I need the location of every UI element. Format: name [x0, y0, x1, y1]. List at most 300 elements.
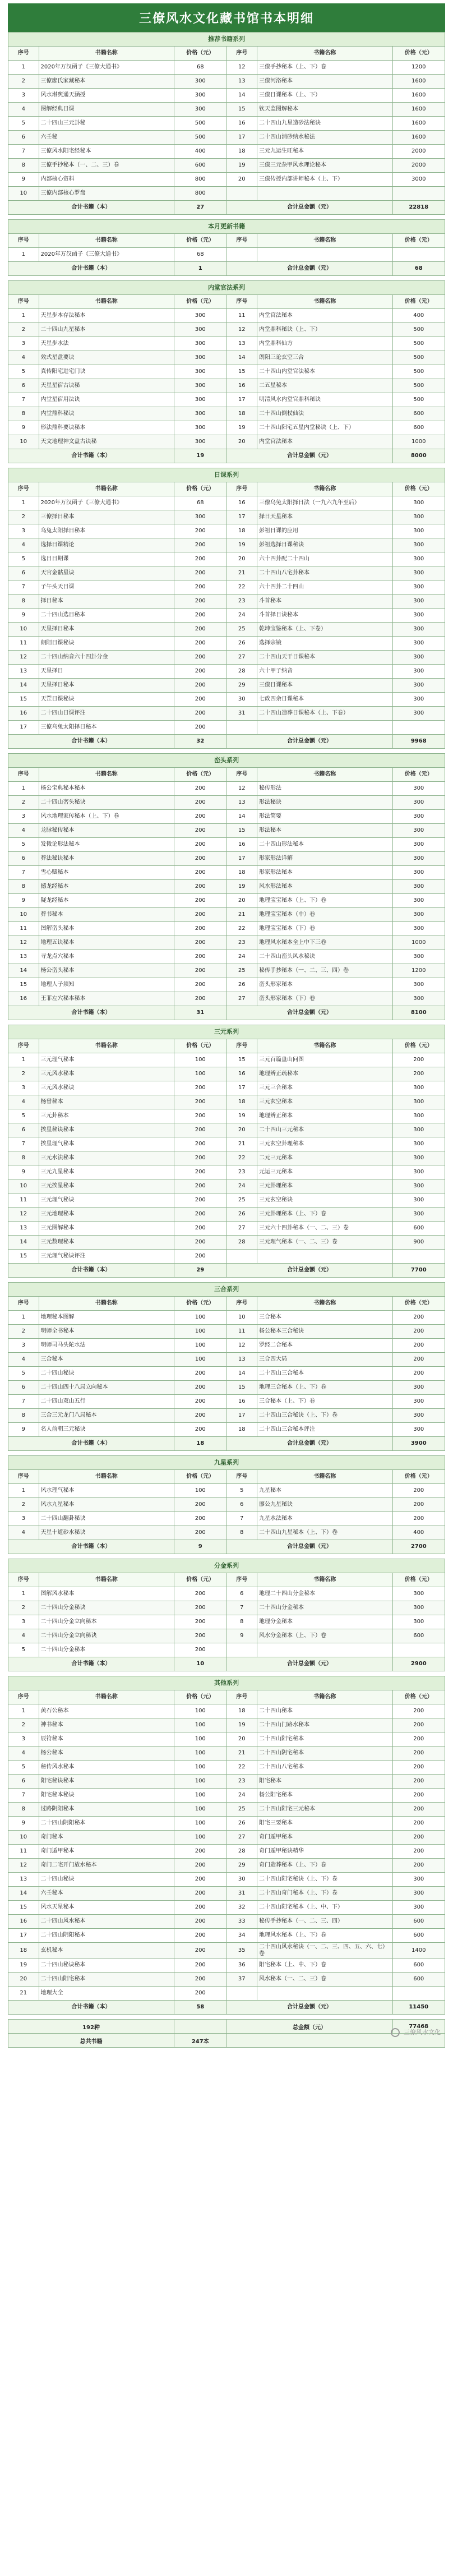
book-price: 200	[174, 1250, 227, 1264]
row-number: 15	[227, 1381, 257, 1395]
price-header: 价格（元）	[392, 1690, 445, 1704]
table-row	[8, 496, 445, 510]
row-number: 19	[227, 1109, 257, 1123]
book-price	[392, 187, 445, 201]
book-price: 300	[392, 922, 445, 936]
row-number: 12	[8, 936, 39, 950]
book-price: 200	[174, 1643, 227, 1657]
book-name: 三僚三元杂甲风水理论秘本	[257, 159, 393, 173]
table-row	[8, 309, 445, 323]
table-row	[8, 1873, 445, 1887]
row-number: 2	[8, 1067, 39, 1081]
book-name: 三元理气秘诀评注	[39, 1250, 174, 1264]
section-title: 三元系列	[8, 1025, 445, 1039]
book-price: 500	[392, 351, 445, 365]
book-price: 300	[392, 510, 445, 524]
row-number: 15	[8, 693, 39, 707]
book-price: 300	[174, 365, 227, 379]
name-header: 书籍名称	[257, 234, 393, 248]
table-row	[8, 609, 445, 623]
book-price: 100	[174, 1325, 227, 1339]
book-price: 200	[174, 1901, 227, 1915]
book-name: 二十四山秘诀	[39, 1367, 174, 1381]
table-row	[8, 1831, 445, 1845]
row-number: 7	[8, 1395, 39, 1409]
table-row	[8, 1901, 445, 1915]
column-header-row	[8, 1690, 445, 1704]
table-row	[8, 435, 445, 449]
sum-label: 合计书籍（本）	[8, 1540, 174, 1554]
table-row	[8, 1887, 445, 1901]
column-header-row	[8, 295, 445, 309]
sum-label: 合计书籍（本）	[8, 1437, 174, 1451]
book-price: 200	[174, 1887, 227, 1901]
book-price: 300	[392, 1165, 445, 1179]
book-name: 三元玄空卦理秘本	[257, 1137, 393, 1151]
book-price: 200	[174, 1959, 227, 1973]
book-name: 图解风水秘本	[39, 1587, 174, 1601]
row-number: 27	[227, 992, 257, 1006]
book-name: 六十四卦配二十四山	[257, 552, 393, 566]
book-name: 风水形法秘本	[257, 880, 393, 894]
book-name: 三元卦理秘本（上、下）卷	[257, 1208, 393, 1222]
book-name: 二十四山分金秘本	[257, 1601, 393, 1615]
sections-container	[8, 32, 445, 2019]
row-number: 30	[227, 693, 257, 707]
sum-label: 合计书籍（本）	[8, 1006, 174, 1020]
table-row	[8, 838, 445, 852]
book-price: 200	[174, 978, 227, 992]
row-number: 22	[227, 1761, 257, 1775]
row-number: 3	[8, 1732, 39, 1746]
table-row	[8, 782, 445, 796]
book-price: 300	[392, 1587, 445, 1601]
row-number: 11	[227, 309, 257, 323]
book-name: 三元玄空秘诀	[257, 1193, 393, 1208]
row-number: 23	[227, 1165, 257, 1179]
book-price: 200	[174, 693, 227, 707]
book-name: 风水理气秘本	[39, 1484, 174, 1498]
book-price: 200	[392, 1803, 445, 1817]
book-price: 2000	[392, 145, 445, 159]
row-number: 9	[8, 894, 39, 908]
book-name: 二十四山阴宅秘本	[257, 1746, 393, 1761]
price-header: 价格（元）	[174, 234, 227, 248]
row-number: 26	[227, 1817, 257, 1831]
book-name: 三合秘本	[39, 1353, 174, 1367]
row-number: 7	[8, 145, 39, 159]
book-price: 300	[392, 538, 445, 552]
row-number: 10	[227, 1311, 257, 1325]
book-price: 200	[392, 1732, 445, 1746]
row-number: 8	[8, 1803, 39, 1817]
row-number: 1	[8, 248, 39, 262]
book-name: 地理宝宝秘本（上、下）卷	[257, 894, 393, 908]
book-price: 200	[174, 1498, 227, 1512]
no-header: 序号	[227, 768, 257, 782]
book-name: 地理分金秘本	[257, 1615, 393, 1629]
total-value: 22818	[392, 201, 445, 215]
book-name: 二十四山三元秘本	[257, 1123, 393, 1137]
row-number: 2	[8, 75, 39, 89]
book-price	[392, 248, 445, 262]
row-number: 3	[8, 1512, 39, 1526]
book-price: 400	[392, 1526, 445, 1540]
book-name: 2020年万汉函子《三僚大通书》	[39, 61, 174, 75]
book-price: 300	[392, 1081, 445, 1095]
row-number: 4	[8, 1095, 39, 1109]
table-row	[8, 145, 445, 159]
book-name: 二十四山双山五行	[39, 1395, 174, 1409]
sum-count: 9	[174, 1540, 227, 1554]
row-number	[227, 1643, 257, 1657]
table-row	[8, 351, 445, 365]
book-price: 300	[392, 1109, 445, 1123]
book-name: 三元风水秘诀	[39, 1081, 174, 1095]
book-name: 天星择日秘本	[39, 623, 174, 637]
table-row	[8, 852, 445, 866]
section-table	[8, 468, 445, 749]
book-name: 天星星宿古诀秘	[39, 379, 174, 393]
book-price: 200	[174, 1381, 227, 1395]
total-value: 8100	[392, 1006, 445, 1020]
book-price: 300	[392, 1395, 445, 1409]
price-header: 价格（元）	[174, 1470, 227, 1484]
book-name: 挨星秘诀秘本	[39, 1123, 174, 1137]
row-number: 5	[227, 1484, 257, 1498]
book-price: 1000	[392, 936, 445, 950]
row-number: 3	[8, 89, 39, 103]
row-number: 12	[227, 61, 257, 75]
book-price: 300	[174, 323, 227, 337]
table-row	[8, 1081, 445, 1095]
row-number: 29	[227, 1859, 257, 1873]
row-number: 15	[8, 978, 39, 992]
row-number: 11	[8, 637, 39, 651]
row-number: 1	[8, 1704, 39, 1718]
book-price: 200	[174, 623, 227, 637]
book-name: 六壬秘本	[39, 1887, 174, 1901]
table-row	[8, 623, 445, 637]
book-name: 阳宅秘本	[257, 1775, 393, 1789]
book-price: 600	[392, 1959, 445, 1973]
row-number: 2	[8, 510, 39, 524]
row-number: 10	[8, 908, 39, 922]
book-price: 200	[174, 1423, 227, 1437]
total-value: 9968	[392, 735, 445, 749]
book-price: 200	[174, 637, 227, 651]
book-price: 100	[174, 1732, 227, 1746]
table-row	[8, 1718, 445, 1732]
book-price: 300	[392, 580, 445, 595]
table-row	[8, 950, 445, 964]
book-price: 300	[392, 782, 445, 796]
book-name: 奇门二宅开门放水秘本	[39, 1859, 174, 1873]
book-name: 六十四卦二十四山	[257, 580, 393, 595]
table-row	[8, 1165, 445, 1179]
book-price: 300	[392, 978, 445, 992]
row-number: 20	[227, 1732, 257, 1746]
book-price: 200	[392, 1746, 445, 1761]
book-price: 100	[174, 1704, 227, 1718]
book-price: 100	[174, 1775, 227, 1789]
book-price: 200	[174, 1409, 227, 1423]
row-number: 8	[8, 880, 39, 894]
book-name: 二十四山翻卦秘诀	[39, 1512, 174, 1526]
row-number	[227, 1987, 257, 2001]
row-number: 7	[8, 1137, 39, 1151]
book-price: 200	[174, 1165, 227, 1179]
book-name: 三元地理秘本	[39, 1208, 174, 1222]
price-header: 价格（元）	[174, 47, 227, 61]
table-row	[8, 75, 445, 89]
table-row	[8, 1353, 445, 1367]
book-name: 雪心赋秘本	[39, 866, 174, 880]
column-header-row	[8, 1470, 445, 1484]
book-name: 地理二十四山分金秘本	[257, 1587, 393, 1601]
book-name: 形法秘本	[257, 824, 393, 838]
book-name: 黄石公秘本	[39, 1704, 174, 1718]
book-price: 300	[392, 824, 445, 838]
table-row	[8, 1643, 445, 1657]
book-name: 六十甲子纳音	[257, 665, 393, 679]
book-price: 200	[392, 1845, 445, 1859]
row-number: 33	[227, 1915, 257, 1929]
book-name: 地理风水秘本（上、下）卷	[257, 1929, 393, 1943]
book-name: 乾坤宝鉴秘本（上、下卷）	[257, 623, 393, 637]
name-header: 书籍名称	[39, 47, 174, 61]
book-name: 六壬秘	[39, 131, 174, 145]
name-header: 书籍名称	[257, 1470, 393, 1484]
row-number: 5	[8, 1761, 39, 1775]
row-number: 7	[227, 1601, 257, 1615]
book-price: 100	[174, 1718, 227, 1732]
book-price: 200	[174, 1236, 227, 1250]
book-price: 1400	[392, 1943, 445, 1959]
book-price: 400	[392, 309, 445, 323]
book-name: 二十四山阴阳秘本	[39, 1929, 174, 1943]
table-row	[8, 1395, 445, 1409]
book-price: 300	[392, 595, 445, 609]
book-name: 二十四山三合秘本评注	[257, 1423, 393, 1437]
row-number: 25	[227, 1803, 257, 1817]
section-title-row	[8, 33, 445, 47]
row-number	[227, 1250, 257, 1264]
book-name: 彭祖选择日课秘诀	[257, 538, 393, 552]
section-sum-row	[8, 1006, 445, 1020]
book-name: 图解峦头秘本	[39, 922, 174, 936]
table-row	[8, 1973, 445, 1987]
book-price: 300	[392, 810, 445, 824]
book-price: 200	[174, 1512, 227, 1526]
row-number: 4	[8, 1526, 39, 1540]
book-price: 500	[392, 365, 445, 379]
book-name: 二十四山选日秘本	[39, 609, 174, 623]
book-price: 200	[174, 1367, 227, 1381]
book-price: 300	[174, 75, 227, 89]
row-number: 23	[227, 1775, 257, 1789]
book-name: 三僚手抄秘本（上、下）卷	[257, 61, 393, 75]
price-header: 价格（元）	[392, 1039, 445, 1053]
book-name: 二十四山日课评注	[39, 707, 174, 721]
book-name: 秘传手抄秘本（一、二、三、四）卷	[257, 964, 393, 978]
name-header: 书籍名称	[39, 482, 174, 496]
section-title-row	[8, 1025, 445, 1039]
sum-count: 19	[174, 449, 227, 463]
table-row	[8, 1512, 445, 1526]
table-row	[8, 117, 445, 131]
catalog-page	[8, 0, 445, 2043]
table-row	[8, 992, 445, 1006]
no-header: 序号	[227, 1039, 257, 1053]
table-row	[8, 173, 445, 187]
table-row	[8, 894, 445, 908]
book-price: 1200	[392, 61, 445, 75]
book-price: 200	[174, 936, 227, 950]
row-number: 6	[8, 1775, 39, 1789]
row-number: 28	[227, 665, 257, 679]
book-price: 3000	[392, 173, 445, 187]
book-price: 300	[392, 1179, 445, 1193]
book-name: 奇门遁甲秘本	[257, 1831, 393, 1845]
book-name: 过路阴阳秘本	[39, 1803, 174, 1817]
book-price: 500	[392, 393, 445, 407]
row-number: 5	[8, 365, 39, 379]
table-row	[8, 1761, 445, 1775]
name-header: 书籍名称	[257, 295, 393, 309]
book-name: 天文地理神文盘古诀秘	[39, 435, 174, 449]
book-name: 二十四山秘本	[257, 1704, 393, 1718]
row-number: 31	[227, 1887, 257, 1901]
row-number: 26	[227, 637, 257, 651]
table-row	[8, 637, 445, 651]
row-number: 4	[8, 1629, 39, 1643]
row-number: 7	[8, 393, 39, 407]
book-name: 形家形法详解	[257, 852, 393, 866]
book-price: 200	[392, 1704, 445, 1718]
name-header: 书籍名称	[257, 47, 393, 61]
row-number: 16	[8, 992, 39, 1006]
row-number: 20	[227, 435, 257, 449]
row-number: 26	[227, 978, 257, 992]
row-number: 13	[8, 665, 39, 679]
table-row	[8, 651, 445, 665]
table-row	[8, 908, 445, 922]
grand-books-value: 247本	[174, 2034, 227, 2048]
row-number: 24	[227, 609, 257, 623]
sum-label: 合计书籍（本）	[8, 449, 174, 463]
book-name: 三僚内部核心罗盘	[39, 187, 174, 201]
row-number: 29	[227, 679, 257, 693]
row-number: 9	[227, 1629, 257, 1643]
book-price: 200	[174, 1222, 227, 1236]
book-name: 三元九星秘本	[39, 1165, 174, 1179]
book-price: 100	[174, 1484, 227, 1498]
table-row	[8, 721, 445, 735]
book-price: 600	[392, 1929, 445, 1943]
row-number: 1	[8, 1053, 39, 1067]
section-title: 内堂官法系列	[8, 281, 445, 295]
price-header: 价格（元）	[392, 768, 445, 782]
row-number: 6	[8, 566, 39, 580]
table-row	[8, 707, 445, 721]
book-price: 100	[174, 1789, 227, 1803]
section-table	[8, 1559, 445, 1671]
price-header: 价格（元）	[174, 1297, 227, 1311]
table-row	[8, 810, 445, 824]
table-row	[8, 1629, 445, 1643]
book-name: 内堂官法秘本	[257, 309, 393, 323]
book-name: 内部核心资料	[39, 173, 174, 187]
table-row	[8, 61, 445, 75]
book-name: 斗首择日诀秘本	[257, 609, 393, 623]
table-row	[8, 964, 445, 978]
row-number: 4	[8, 538, 39, 552]
book-price: 200	[174, 1859, 227, 1873]
row-number: 17	[227, 393, 257, 407]
table-row	[8, 1367, 445, 1381]
table-row	[8, 379, 445, 393]
name-header: 书籍名称	[39, 1039, 174, 1053]
book-name: 二十四山形法秘本	[257, 838, 393, 852]
table-row	[8, 1222, 445, 1236]
sum-label: 合计书籍（本）	[8, 735, 174, 749]
table-row	[8, 1193, 445, 1208]
book-name: 玄机秘本	[39, 1943, 174, 1959]
book-name	[257, 187, 393, 201]
book-name: 三僚风水阳宅经秘本	[39, 145, 174, 159]
row-number: 12	[8, 1208, 39, 1222]
book-price: 500	[174, 117, 227, 131]
book-price: 100	[174, 1831, 227, 1845]
table-row	[8, 880, 445, 894]
book-name: 三僚日课秘本	[257, 679, 393, 693]
book-price: 200	[174, 1193, 227, 1208]
book-name: 选择日课精论	[39, 538, 174, 552]
book-price: 200	[174, 866, 227, 880]
book-price: 500	[392, 323, 445, 337]
row-number: 14	[227, 1367, 257, 1381]
row-number: 10	[8, 623, 39, 637]
table-row	[8, 1053, 445, 1067]
section-sum-row	[8, 735, 445, 749]
row-number: 14	[8, 1236, 39, 1250]
total-value: 2900	[392, 1657, 445, 1671]
column-header-row	[8, 234, 445, 248]
book-price: 1600	[392, 89, 445, 103]
book-price: 300	[392, 1123, 445, 1137]
book-name: 奇门造葬秘本（上、下）卷	[257, 1859, 393, 1873]
table-row	[8, 1423, 445, 1437]
table-row	[8, 1789, 445, 1803]
section-sum-row	[8, 1657, 445, 1671]
price-header: 价格（元）	[174, 295, 227, 309]
book-name: 二十四山峦头风水秘诀	[257, 950, 393, 964]
row-number: 18	[227, 524, 257, 538]
book-name: 杨公阳宅秘本	[257, 1789, 393, 1803]
book-name: 杨公峦头秘本	[39, 964, 174, 978]
section-gap	[8, 749, 445, 753]
book-price: 68	[174, 61, 227, 75]
row-number: 9	[8, 421, 39, 435]
row-number: 5	[8, 1367, 39, 1381]
book-price: 300	[392, 866, 445, 880]
row-number: 13	[227, 796, 257, 810]
section-title-row	[8, 1676, 445, 1690]
section-table	[8, 1455, 445, 1554]
book-name: 二十四山倒杖仙法	[257, 407, 393, 421]
row-number: 17	[8, 1929, 39, 1943]
